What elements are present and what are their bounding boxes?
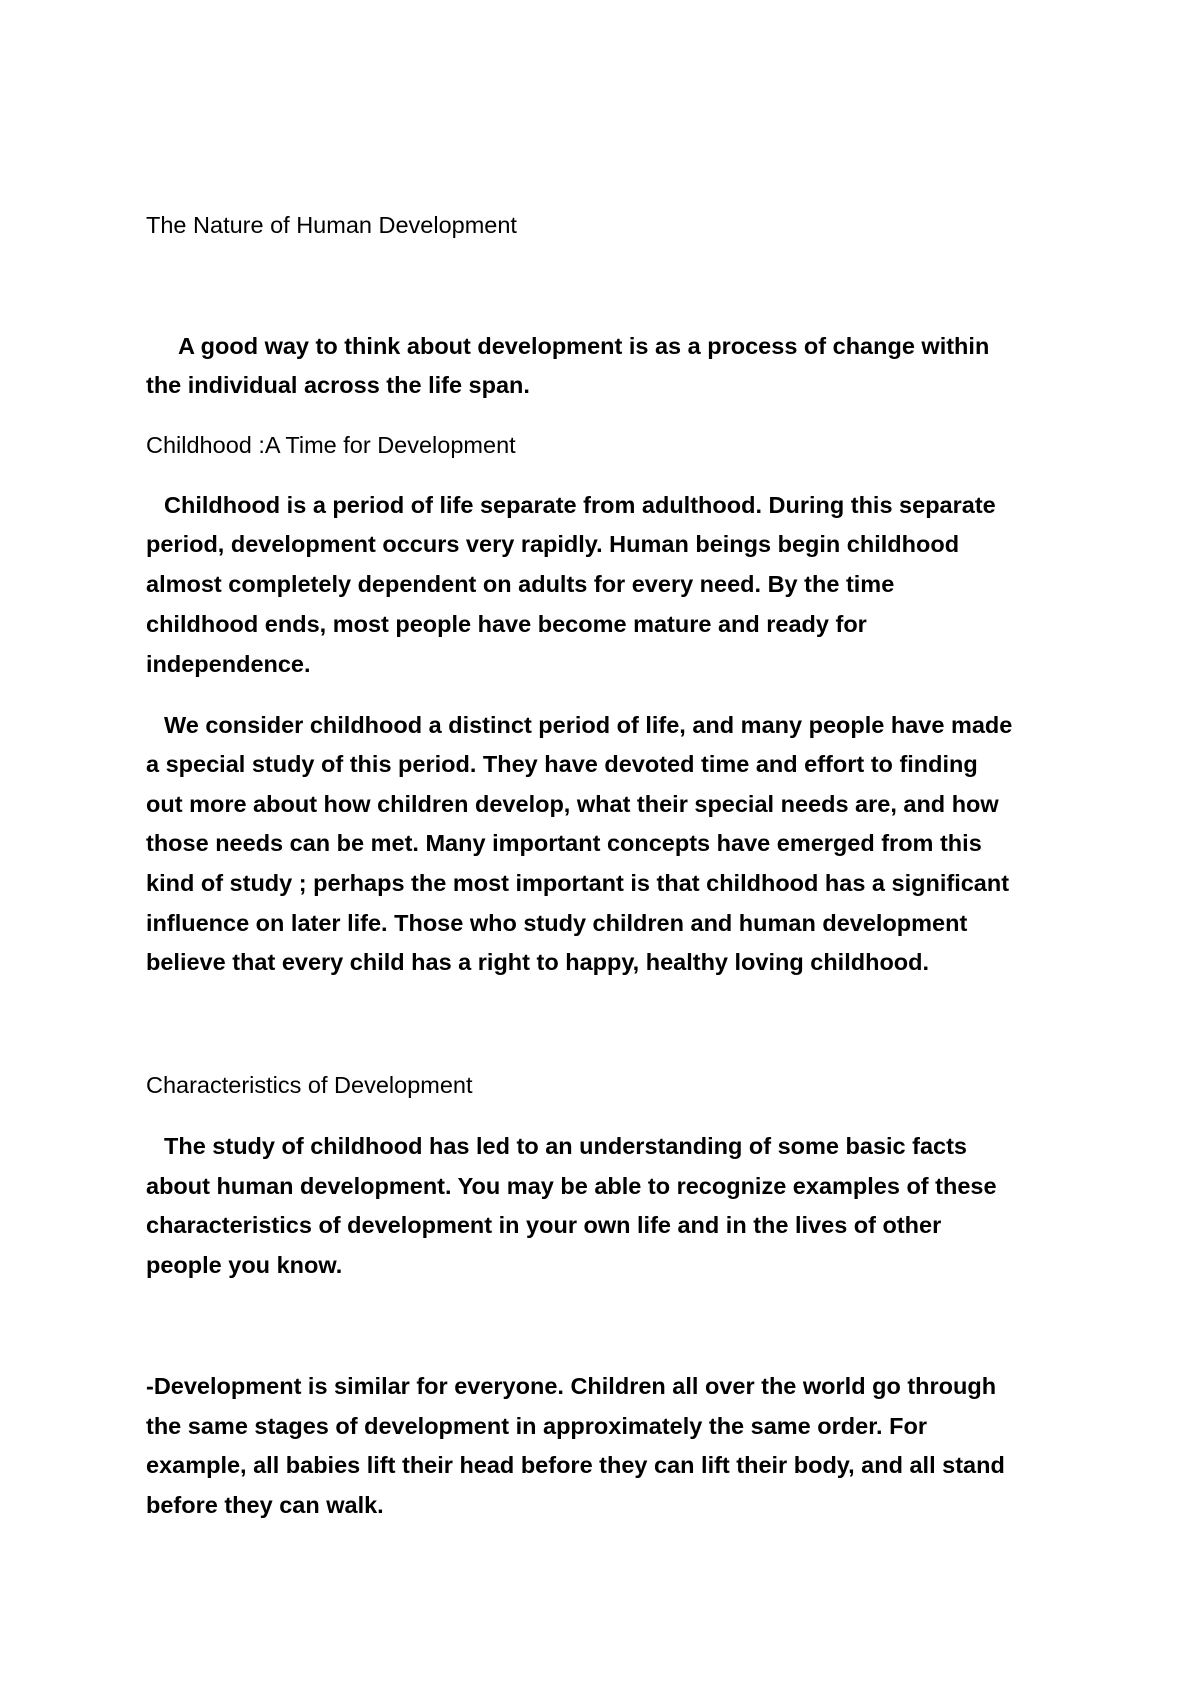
- paragraph-line: A good way to think about development is as a process of change within: [178, 333, 990, 359]
- paragraph-line: childhood ends, most people have become mature and ready for: [146, 611, 867, 637]
- paragraph-line: characteristics of development in your own life and in the lives of other: [146, 1212, 942, 1238]
- paragraph-line: believe that every child has a right to happy, healthy loving childhood.: [146, 949, 930, 975]
- paragraph-line: -Development is similar for everyone. Children all over the world go through: [146, 1373, 997, 1399]
- document-title: The Nature of Human Development: [146, 212, 517, 238]
- paragraph-line: a special study of this period. They have devoted time and effort to finding: [146, 751, 978, 777]
- paragraph-line: kind of study ; perhaps the most important is that childhood has a significant: [146, 870, 1010, 896]
- paragraph-line: period, development occurs very rapidly. Human beings begin childhood: [146, 531, 960, 557]
- paragraph-line: We consider childhood a distinct period of life, and many people have made: [164, 712, 1013, 738]
- paragraph-line: the individual across the life span.: [146, 372, 530, 398]
- paragraph-line: those needs can be met. Many important concepts have emerged from this: [146, 830, 982, 856]
- paragraph-line: out more about how children develop, what their special needs are, and how: [146, 791, 999, 817]
- paragraph-line: The study of childhood has led to an understanding of some basic facts: [164, 1133, 968, 1159]
- paragraph-line: the same stages of development in approximately the same order. For: [146, 1413, 927, 1439]
- paragraph-line: people you know.: [146, 1252, 343, 1278]
- paragraph-line: before they can walk.: [146, 1492, 384, 1518]
- paragraph-line: Childhood is a period of life separate from adulthood. During this separate: [164, 492, 996, 518]
- section-heading-characteristics: Characteristics of Development: [146, 1072, 473, 1098]
- paragraph-line: about human development. You may be able to recognize examples of these: [146, 1173, 997, 1199]
- paragraph-line: influence on later life. Those who study children and human development: [146, 910, 968, 936]
- section-heading-childhood: Childhood :A Time for Development: [146, 432, 516, 458]
- paragraph-line: almost completely dependent on adults for every need. By the time: [146, 571, 895, 597]
- paragraph-line: independence.: [146, 651, 311, 677]
- paragraph-line: example, all babies lift their head before they can lift their body, and all stand: [146, 1452, 1005, 1478]
